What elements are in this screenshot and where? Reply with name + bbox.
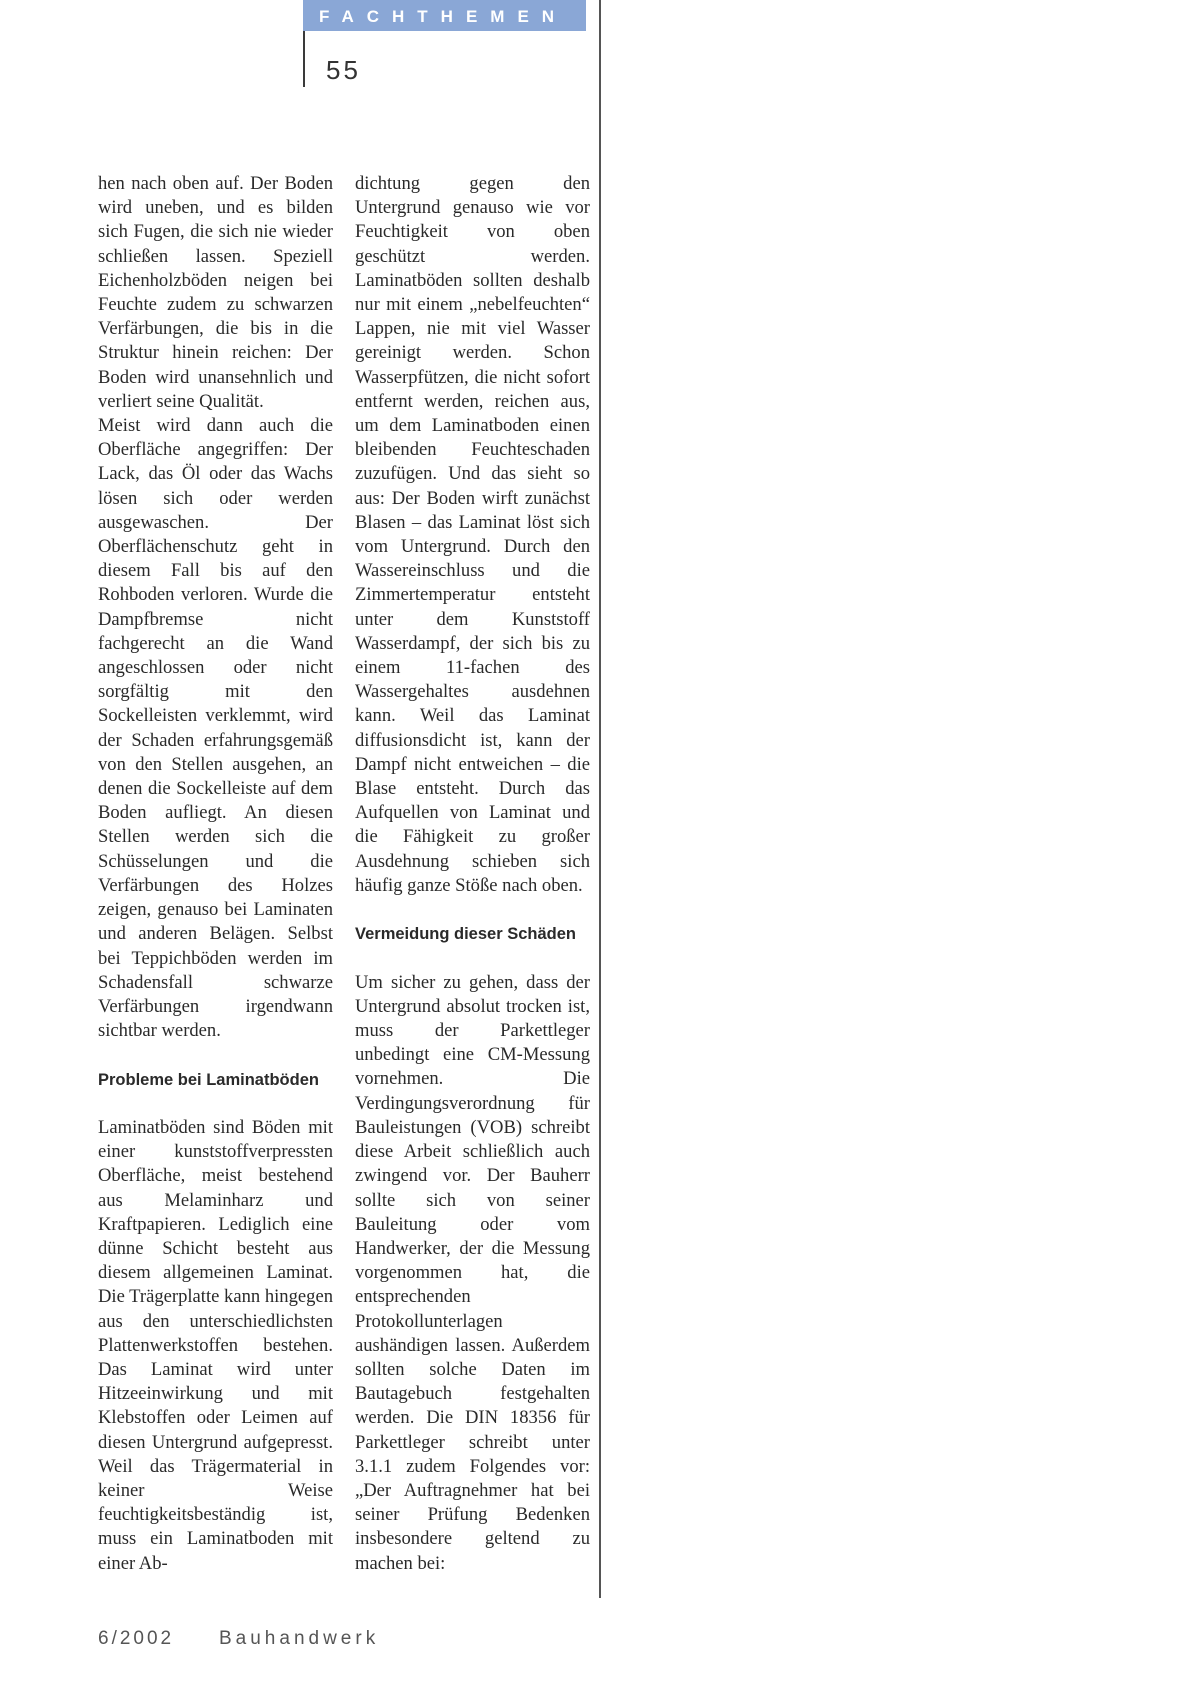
section-header: FACHTHEMEN: [303, 0, 586, 31]
column-divider: [599, 0, 601, 1598]
paragraph: Laminatböden sind Böden mit einer kunststoffverpressten Oberfläche, meist bestehend aus Melaminharz und Kraftpapieren. Lediglich eine dünne Schicht besteht aus diesem allgemeinen Laminat. Die Trägerplatte kann hingegen aus den unterschiedlichsten Plattenwerkstoffen bestehen. Das Laminat wird unter Hitzeeinwirkung und mit Klebstoffen oder Leimen auf diesen Untergrund aufgepresst. Weil das Trägermaterial in keiner Weise feuchtigkeitsbeständig ist, muss ein Laminatboden mit einer Ab-: [98, 1116, 333, 1574]
magazine-name: Bauhandwerk: [219, 1628, 380, 1649]
article-column-right: [355, 172, 590, 1576]
paragraph: dichtung gegen den Untergrund genauso wie vor Feuchtigkeit von oben geschützt werden. Laminatböden sollten deshalb nur mit einem „nebelfeuchten“ Lappen, nie mit viel Wasser gereinigt werden. Schon Wasserpfützen, die nicht sofort entfernt werden, reichen aus, um dem Laminatboden einen bleibenden Feuchteschaden zuzufügen. Und das sieht so aus: Der Boden wirft zunächst Blasen – das Laminat löst sich vom Untergrund. Durch den Wassereinschluss und die Zimmertemperatur entsteht unter dem Kunststoff Wasserdampf, der sich bis zu einem 11-fachen des Wassergehaltes ausdehnen kann. Weil das Laminat diffusionsdicht ist, kann der Dampf nicht entweichen – die Blase entsteht. Durch das Aufquellen von Laminat und die Fähigkeit zu großer Ausdehnung schieben sich häufig ganze Stöße nach oben.: [355, 173, 590, 896]
page-number: 55: [326, 55, 361, 85]
paragraph: Meist wird dann auch die Oberfläche angegriffen: Der Lack, das Öl oder das Wachs lösen sich oder werden ausgewaschen. Der Oberflächenschutz geht in diesem Fall bis auf den Rohboden verloren. Wurde die Dampfbremse nicht fachgerecht an die Wand angeschlossen oder nicht sorgfältig mit den Sockelleisten verklemmt, wird der Schaden erfahrungsgemäß von den Stellen ausgehen, an denen die Sockelleiste auf dem Boden aufliegt. An diesen Stellen werden sich die Schüsselungen und die Verfärbungen des Holzes zeigen, genauso bei Laminaten und anderen Belägen. Selbst bei Teppichböden werden im Schadensfall schwarze Verfärbungen irgendwann sichtbar werden.: [98, 415, 333, 1042]
header-divider: [303, 31, 305, 87]
subheading: Vermeidung dieser Schäden: [355, 925, 576, 944]
paragraph: Um sicher zu gehen, dass der Untergrund absolut trocken ist, muss der Parkettleger unbedingt eine CM-Messung vornehmen. Die Verdingungsverordnung für Bauleistungen (VOB) schreibt diese Arbeit schließlich auch zwingend vor. Der Bauherr sollte sich von seiner Bauleitung oder vom Handwerker, der die Messung vorgenommen hat, die entsprechenden Protokollunterlagen aushändigen lassen. Außerdem sollten solche Daten im Bautagebuch festgehalten werden. Die DIN 18356 für Parkettleger schreibt unter 3.1.1 zudem Folgendes vor: „Der Auftragnehmer hat bei seiner Prüfung Bedenken insbesondere geltend zu machen bei:: [355, 971, 590, 1574]
paragraph: hen nach oben auf. Der Boden wird uneben, und es bilden sich Fugen, die sich nie wieder schließen lassen. Speziell Eichenholzböden neigen bei Feuchte zudem zu schwarzen Verfärbungen, die bis in die Struktur hinein reichen: Der Boden wird unansehnlich und verliert seine Qualität.: [98, 173, 333, 412]
issue-number: 6/2002: [98, 1628, 175, 1649]
article-column-left: [98, 172, 333, 1576]
subheading: Probleme bei Laminatböden: [98, 1070, 319, 1089]
